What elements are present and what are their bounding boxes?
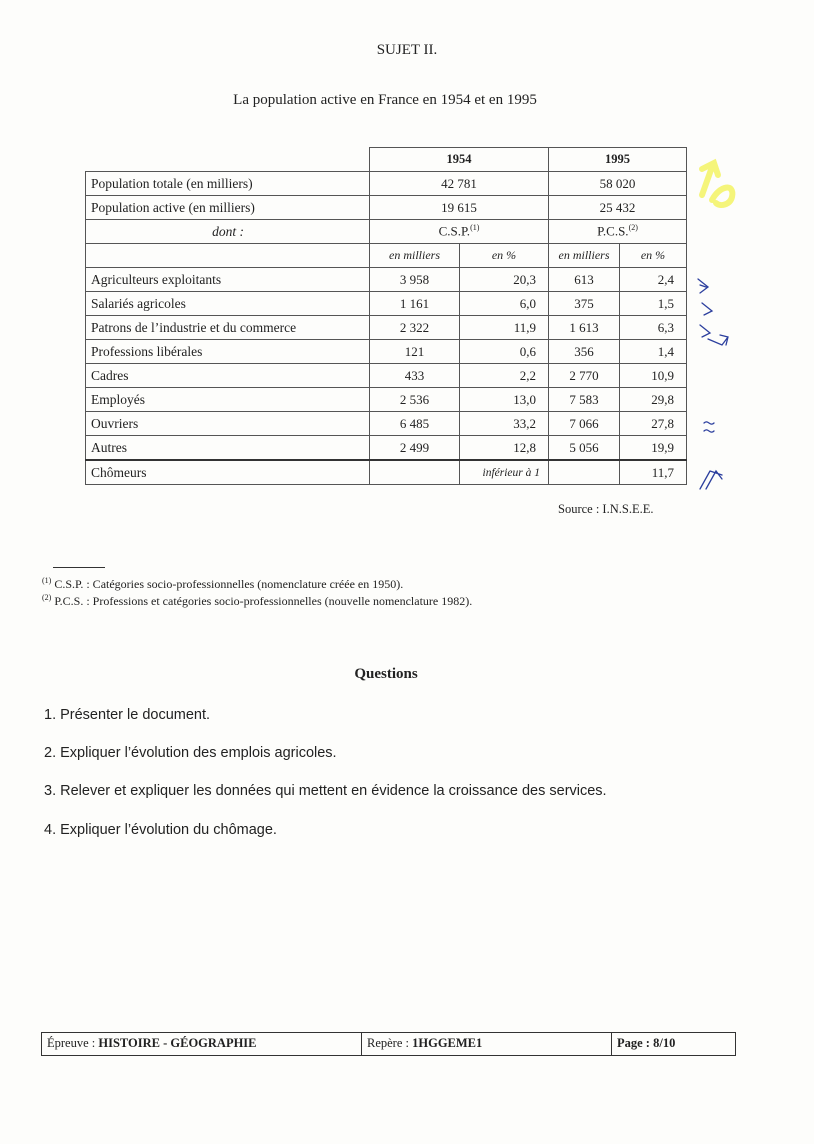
question-3: 3. Relever et expliquer les données qui mettent en évidence la croissance des services. bbox=[44, 783, 607, 799]
row-label: Population active (en milliers) bbox=[86, 196, 370, 220]
row-label: Professions libérales bbox=[86, 340, 370, 364]
row-label: Population totale (en milliers) bbox=[86, 172, 370, 196]
subject-heading: SUJET II. bbox=[376, 42, 438, 58]
dont-label: dont : bbox=[86, 220, 370, 244]
cell-value: 7 583 bbox=[549, 388, 620, 412]
row-label: Cadres bbox=[86, 364, 370, 388]
row-label: Agriculteurs exploitants bbox=[86, 268, 370, 292]
year-header-row bbox=[86, 148, 687, 172]
cell-value: 11,9 bbox=[460, 316, 549, 340]
cell-value: 20,3 bbox=[460, 268, 549, 292]
table-row bbox=[86, 268, 687, 292]
footer-epreuve: Épreuve : HISTOIRE - GÉOGRAPHIE bbox=[42, 1033, 362, 1055]
row-label: Chômeurs bbox=[86, 460, 370, 485]
cell-value: 433 bbox=[370, 364, 460, 388]
question-2: 2. Expliquer l’évolution des emplois agricoles. bbox=[44, 745, 337, 761]
pcs-label: P.C.S.$^{(2)}$ bbox=[549, 220, 687, 244]
cell-value: 2 499 bbox=[370, 436, 460, 461]
year-1995-header: 1995 bbox=[549, 148, 687, 172]
table-row bbox=[86, 364, 687, 388]
question-4: 4. Expliquer l’évolution du chômage. bbox=[44, 822, 277, 838]
footnote-ref-2: (2) bbox=[628, 223, 638, 233]
row-label: Ouvriers bbox=[86, 412, 370, 436]
table-row bbox=[86, 292, 687, 316]
footnote-1: $^{(1)}$ C.S.P. : Catégories socio-professionnelles (nomenclature créée en 1950). bbox=[42, 576, 404, 591]
cell-value: 2,2 bbox=[460, 364, 549, 388]
document-title: La population active en France en 1954 et en 1995 bbox=[233, 92, 537, 108]
source-line: Source : I.N.S.E.E. bbox=[558, 502, 654, 516]
table-row bbox=[86, 340, 687, 364]
year-1954-header: 1954 bbox=[370, 148, 549, 172]
table-row bbox=[86, 316, 687, 340]
pen-arrow-marks bbox=[694, 275, 744, 365]
cell-value: 1 613 bbox=[549, 316, 620, 340]
unit-header: en % bbox=[460, 244, 549, 268]
row-label: Patrons de l’industrie et du commerce bbox=[86, 316, 370, 340]
row-label: Employés bbox=[86, 388, 370, 412]
footnote-divider bbox=[53, 567, 105, 568]
unit-header: en milliers bbox=[370, 244, 460, 268]
footer-page: Page : 8/10 bbox=[617, 1036, 676, 1050]
cell-value: 6,3 bbox=[620, 316, 687, 340]
cell-value: 29,8 bbox=[620, 388, 687, 412]
cell-value: 58 020 bbox=[549, 172, 687, 196]
cell-value: 375 bbox=[549, 292, 620, 316]
row-label: Salariés agricoles bbox=[86, 292, 370, 316]
chomeurs-row bbox=[86, 460, 687, 485]
cell-value: 6,0 bbox=[460, 292, 549, 316]
table-row bbox=[86, 412, 687, 436]
cell-value: 11,7 bbox=[620, 460, 687, 485]
cell-value: 6 485 bbox=[370, 412, 460, 436]
cell-value: 25 432 bbox=[549, 196, 687, 220]
cell-value: 1 161 bbox=[370, 292, 460, 316]
cell-value: 33,2 bbox=[460, 412, 549, 436]
highlighter-arrow-mark bbox=[690, 155, 750, 220]
cell-value: 19 615 bbox=[370, 196, 549, 220]
exam-footer bbox=[41, 1032, 736, 1056]
pen-approx-mark bbox=[700, 415, 730, 440]
row-label: Autres bbox=[86, 436, 370, 461]
cell-value: 5 056 bbox=[549, 436, 620, 461]
cell-value: 19,9 bbox=[620, 436, 687, 461]
cell-value: 27,8 bbox=[620, 412, 687, 436]
cell-value: 613 bbox=[549, 268, 620, 292]
cell-value: inférieur à 1 bbox=[460, 460, 549, 485]
cell-value: 1,4 bbox=[620, 340, 687, 364]
footnote-2: $^{(2)}$ P.C.S. : Professions et catégories socio-professionnelles (nouvelle nomenclature 1982). bbox=[42, 593, 473, 608]
cell-value: 3 958 bbox=[370, 268, 460, 292]
table-row bbox=[86, 436, 687, 461]
unit-header: en % bbox=[620, 244, 687, 268]
cell-value: 121 bbox=[370, 340, 460, 364]
cell-value: 356 bbox=[549, 340, 620, 364]
cell-value: 2 536 bbox=[370, 388, 460, 412]
table-row bbox=[86, 172, 687, 196]
csp-label: C.S.P.$^{(1)}$ bbox=[370, 220, 549, 244]
table-row bbox=[86, 388, 687, 412]
table-row bbox=[86, 196, 687, 220]
cell-value: 0,6 bbox=[460, 340, 549, 364]
cell-value: 2 770 bbox=[549, 364, 620, 388]
cell-value: 7 066 bbox=[549, 412, 620, 436]
unit-header: en milliers bbox=[549, 244, 620, 268]
question-1: 1. Présenter le document. bbox=[44, 707, 211, 723]
footnote-ref-1: (1) bbox=[470, 223, 480, 233]
cell-value: 42 781 bbox=[370, 172, 549, 196]
footer-repere: Repère : 1HGGEME1 bbox=[362, 1033, 612, 1055]
nomenclature-row bbox=[86, 220, 687, 244]
pen-up-arrow-mark bbox=[696, 465, 731, 495]
cell-value: 12,8 bbox=[460, 436, 549, 461]
unit-header-row bbox=[86, 244, 687, 268]
questions-heading: Questions bbox=[354, 666, 418, 682]
cell-value: 13,0 bbox=[460, 388, 549, 412]
cell-value: 10,9 bbox=[620, 364, 687, 388]
cell-value: 2,4 bbox=[620, 268, 687, 292]
cell-value: 2 322 bbox=[370, 316, 460, 340]
population-table bbox=[85, 147, 687, 485]
cell-value: 1,5 bbox=[620, 292, 687, 316]
